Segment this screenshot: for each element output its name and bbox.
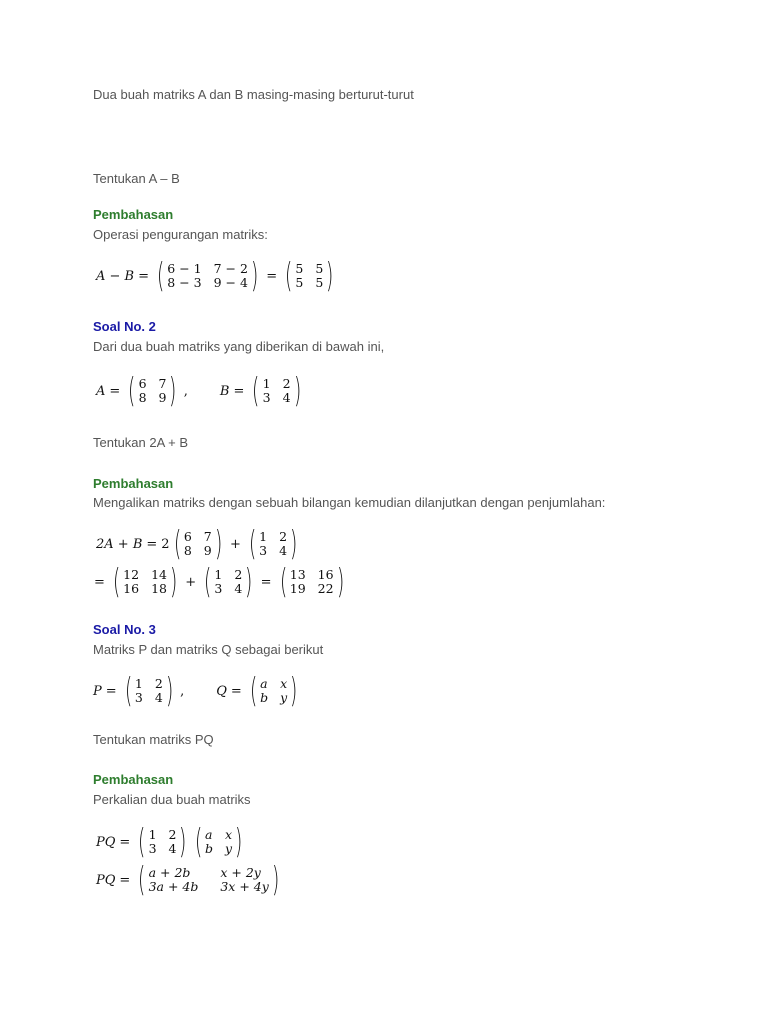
matrix-cell: 1 [262, 376, 271, 391]
equation-pq-result [96, 860, 283, 900]
matrix-cell: 8 [138, 390, 147, 405]
matrix-cell: 16 [123, 581, 140, 596]
matrix-cell: 5 [295, 275, 304, 290]
matrix-cell: x [280, 676, 288, 691]
matrix-cell: 2 [154, 676, 163, 691]
matrix-cell: 6 − 1 [167, 261, 202, 276]
matrix-b: ( 1 2 3 4 ) [248, 524, 298, 564]
matrix-cell: 16 [317, 567, 334, 582]
matrix-b: ( 1 2 3 4 ) [204, 562, 253, 602]
matrix-p: ( 1 2 3 4 ) [124, 671, 174, 711]
equals-sign: = [260, 574, 272, 590]
matrix-cell: 9 [158, 390, 167, 405]
matrix-cell: 7 [203, 529, 212, 544]
matrix-cell: 8 − 3 [167, 275, 202, 290]
explanation-3-text: Perkalian dua buah matriks [93, 792, 251, 807]
matrix-cell: 4 [279, 543, 288, 558]
matrix-cell: 3 [134, 690, 143, 705]
matrix-cell: 4 [282, 390, 291, 405]
matrix-cell: 1 [148, 827, 157, 842]
matrix-cell: 14 [151, 567, 167, 582]
matrix-cell: 2 [279, 529, 288, 544]
equals-sign: = [109, 383, 121, 399]
matrix-cell: 4 [168, 841, 177, 856]
task-1-text: Tentukan A – B [93, 171, 180, 186]
equals-sign: = [119, 872, 131, 888]
matrix-cell: y [280, 690, 288, 705]
soal-2-heading: Soal No. 2 [93, 319, 156, 334]
matrix-cell: 5 [295, 261, 304, 276]
explanation-1-text: Operasi pengurangan matriks: [93, 227, 268, 242]
equals-sign: = [266, 268, 278, 284]
matrix-p-label: P [93, 683, 102, 699]
plus-sign: + [230, 536, 241, 552]
matrix-cell: 6 [138, 376, 147, 391]
matrix-cell: a [260, 676, 268, 691]
matrix-cell: y [225, 841, 233, 856]
matrix-cell: 1 [134, 676, 143, 691]
matrix-eq1-diff: ( 6 − 1 7 − 2 8 − 3 9 − 4 ) [157, 256, 259, 296]
matrix-a: ( 6 7 8 9 ) [128, 371, 177, 411]
equation-2a-plus-b-result [94, 562, 348, 602]
matrix-cell: 1 [214, 567, 223, 582]
matrix-cell: 9 − 4 [213, 275, 248, 290]
equation-matrices-p-q [93, 671, 301, 711]
matrix-sum-result: ( 13 16 19 22 ) [279, 562, 344, 602]
matrix-cell: 3 [259, 543, 268, 558]
matrix-2a: ( 12 14 16 18 ) [112, 562, 178, 602]
matrix-cell: 3a + 4b [148, 879, 199, 894]
matrix-cell: 9 [203, 543, 212, 558]
matrix-cell: 5 [315, 275, 324, 290]
matrix-q: ( a x b y ) [249, 671, 298, 711]
matrix-cell: 6 [183, 529, 192, 544]
matrix-cell: 1 [259, 529, 268, 544]
soal-3-heading: Soal No. 3 [93, 622, 156, 637]
matrix-b: ( 1 2 3 4 ) [252, 371, 301, 411]
plus-sign: + [185, 574, 197, 590]
matrix-cell: 3x + 4y [220, 879, 269, 894]
matrix-cell: 3 [148, 841, 157, 856]
equals-sign: = [138, 268, 150, 284]
matrix-cell: a [205, 827, 213, 842]
question-3-text: Matriks P dan matriks Q sebagai berikut [93, 642, 324, 657]
matrix-cell: 2 [234, 567, 243, 582]
equals-sign: = [119, 834, 131, 850]
eq3-lhs: 2A + B [96, 536, 143, 552]
matrix-cell: 7 − 2 [213, 261, 248, 276]
matrix-cell: 4 [154, 690, 163, 705]
matrix-a-label: A [96, 383, 106, 399]
pembahasan-heading-3: Pembahasan [93, 772, 174, 787]
eq6-lhs: PQ [96, 834, 116, 850]
matrix-cell: 12 [123, 567, 140, 582]
matrix-cell: a + 2b [148, 865, 191, 880]
equals-sign: = [105, 683, 117, 699]
task-3-text: Tentukan matriks PQ [93, 732, 214, 747]
matrix-cell: b [260, 690, 269, 705]
matrix-q-label: Q [216, 683, 227, 699]
comma: , [180, 683, 185, 699]
matrix-cell: 13 [289, 567, 306, 582]
matrix-cell: 18 [151, 581, 167, 596]
pembahasan-heading-1: Pembahasan [93, 207, 174, 222]
equals-sign: = [94, 574, 105, 590]
matrix-cell: x [225, 827, 233, 842]
matrix-cell: 4 [234, 581, 243, 596]
matrix-cell: 8 [183, 543, 192, 558]
question-2-text: Dari dua buah matriks yang diberikan di bawah ini, [93, 339, 385, 354]
eq7-lhs: PQ [96, 872, 116, 888]
matrix-a: ( 6 7 8 9 ) [173, 524, 223, 564]
equation-pq-product [96, 822, 246, 862]
comma: , [183, 383, 188, 399]
matrix-cell: 2 [168, 827, 177, 842]
equals-sign: = [230, 683, 242, 699]
matrix-cell: 19 [289, 581, 306, 596]
matrix-q: ( a x b y ) [194, 822, 243, 862]
equals-sign: = [233, 383, 245, 399]
equation-matrices-a-b [96, 371, 305, 411]
matrix-p: ( 1 2 3 4 ) [138, 822, 187, 862]
matrix-eq1-result: ( 5 5 5 5 ) [285, 256, 334, 296]
equals-sign: = [146, 536, 158, 552]
matrix-cell: 2 [282, 376, 291, 391]
matrix-cell: x + 2y [220, 865, 261, 880]
matrix-cell: 3 [262, 390, 271, 405]
pembahasan-heading-2: Pembahasan [93, 476, 174, 491]
matrix-b-label: B [219, 383, 230, 399]
matrix-cell: b [205, 841, 214, 856]
intro-text: Dua buah matriks A dan B masing-masing berturut-turut [93, 87, 414, 102]
matrix-cell: 22 [317, 581, 334, 596]
equation-a-minus-b [96, 256, 338, 296]
eq1-lhs: A − B [96, 268, 135, 284]
explanation-2-text: Mengalikan matriks dengan sebuah bilangan kemudian dilanjutkan dengan penjumlahan: [93, 495, 606, 510]
matrix-cell: 5 [315, 261, 324, 276]
equation-2a-plus-b [96, 524, 301, 564]
matrix-cell: 3 [214, 581, 223, 596]
scalar-coefficient: 2 [161, 536, 170, 552]
task-2-text: Tentukan 2A + B [93, 435, 189, 450]
matrix-cell: 7 [158, 376, 167, 391]
matrix-pq-result: ( a + 2b x + 2y 3a + 4b 3x + 4y ) [138, 860, 280, 900]
